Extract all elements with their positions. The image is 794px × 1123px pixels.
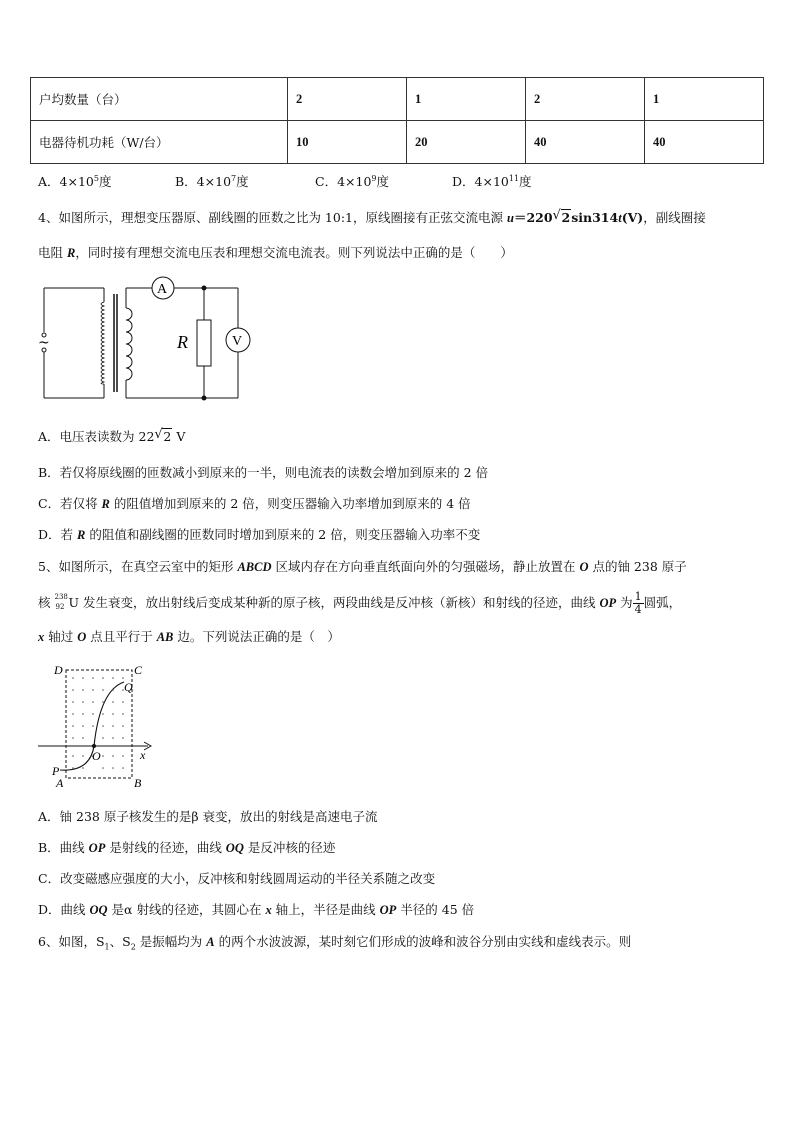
label-C: C [134, 663, 143, 677]
resistor-label: R [177, 332, 188, 352]
q4-option-c[interactable]: C．若仅将 R 的阻值增加到原来的 2 倍，则变压器输入功率增加到原来的 4 倍 [38, 496, 471, 511]
table-row [31, 78, 764, 121]
data-table [30, 77, 764, 164]
q4-stem-line1: 4、如图所示，理想变压器原、副线圈的匝数之比为 10:1，原线圈接有正弦交流电源 u＝220 √ 2sin314t(V)，副线圈接 [38, 208, 706, 225]
label-O: O [92, 749, 101, 763]
q5-stem-line3: x 轴过 O 点且平行于 AB 边。下列说法正确的是（ ） [38, 629, 340, 644]
table-cell: 2 [526, 78, 645, 121]
table-cell: 2 [288, 78, 407, 121]
table-cell: 1 [407, 78, 526, 121]
uranium-isotope: 238 92 [54, 592, 68, 611]
label-Q: Q [124, 680, 133, 694]
ac-source-symbol: ~ [38, 335, 50, 351]
q4-option-d[interactable]: D．若 R 的阻值和副线圈的匝数同时增加到原来的 2 倍，则变压器输入功率不变 [38, 527, 481, 542]
label-D: D [54, 663, 63, 677]
q3-option-b[interactable]: B．$4\times 10^7$度 [175, 173, 249, 189]
q5-option-d[interactable]: D．曲线 OQ 是α 射线的径迹，其圆心在 x 轴上，半径是曲线 OP 半径的 45 倍 [38, 902, 475, 917]
label-x: x [140, 748, 146, 762]
row-label: 电器待机功耗（W/台） [31, 121, 288, 164]
q5-stem-line1: 5、如图所示，在真空云室中的矩形 ABCD 区域内存在方向垂直纸面向外的匀强磁场，静止放置在 O 点的铀 238 原子 [38, 559, 687, 574]
label-A: A [56, 776, 64, 790]
transformer-circuit-figure [30, 272, 260, 406]
q4-option-a[interactable]: A．电压表读数为 22 √ 2 V [38, 427, 186, 444]
cloud-chamber-figure [30, 660, 160, 790]
q4-option-b[interactable]: B．若仅将原线圈的匝数减小到原来的一半，则电流表的读数会增加到原来的 2 倍 [38, 465, 489, 480]
q3-option-d[interactable]: D．$4\times 10^{11}$度 [452, 173, 532, 189]
table-cell: 10 [288, 121, 407, 164]
q6-stem: 6、如图，$S_1$、$S_2$ 是振幅均为 A 的两个水波波源，某时刻它们形成的波峰和波谷分别由实线和虚线表示。则 [38, 934, 632, 952]
row-label: 户均数量（台） [31, 78, 288, 121]
q3-option-c[interactable]: C．$4\times 10^9$度 [315, 173, 390, 189]
table-cell: 1 [645, 78, 764, 121]
label-P: P [52, 764, 60, 778]
label-B: B [134, 776, 142, 790]
ammeter-label: A [157, 282, 168, 297]
table-row [31, 121, 764, 164]
q5-option-b[interactable]: B．曲线 OP 是射线的径迹，曲线 OQ 是反冲核的径迹 [38, 840, 336, 855]
voltmeter-label: V [232, 334, 243, 349]
q5-option-c[interactable]: C．改变磁感应强度的大小，反冲核和射线圆周运动的半径关系随之改变 [38, 871, 436, 886]
quarter-fraction: $\frac{1}{4}$ [634, 590, 642, 616]
table-cell: 40 [645, 121, 764, 164]
q5-stem-line2: 核 238 92 U 发生衰变，放出射线后变成某种新的原子核，两段曲线是反冲核（新核）和射线的径迹，曲线 OP 为 $\frac{1}{4}$ 圆弧， [38, 590, 682, 616]
table-cell: 20 [407, 121, 526, 164]
q3-option-a[interactable]: A．$4\times 10^5$度 [38, 173, 112, 189]
q4-stem-line2: 电阻 R，同时接有理想交流电压表和理想交流电流表。则下列说法中正确的是（ ） [38, 245, 513, 260]
q5-option-a[interactable]: A．铀 238 原子核发生的是β 衰变，放出的射线是高速电子流 [38, 809, 378, 824]
table-cell: 40 [526, 121, 645, 164]
